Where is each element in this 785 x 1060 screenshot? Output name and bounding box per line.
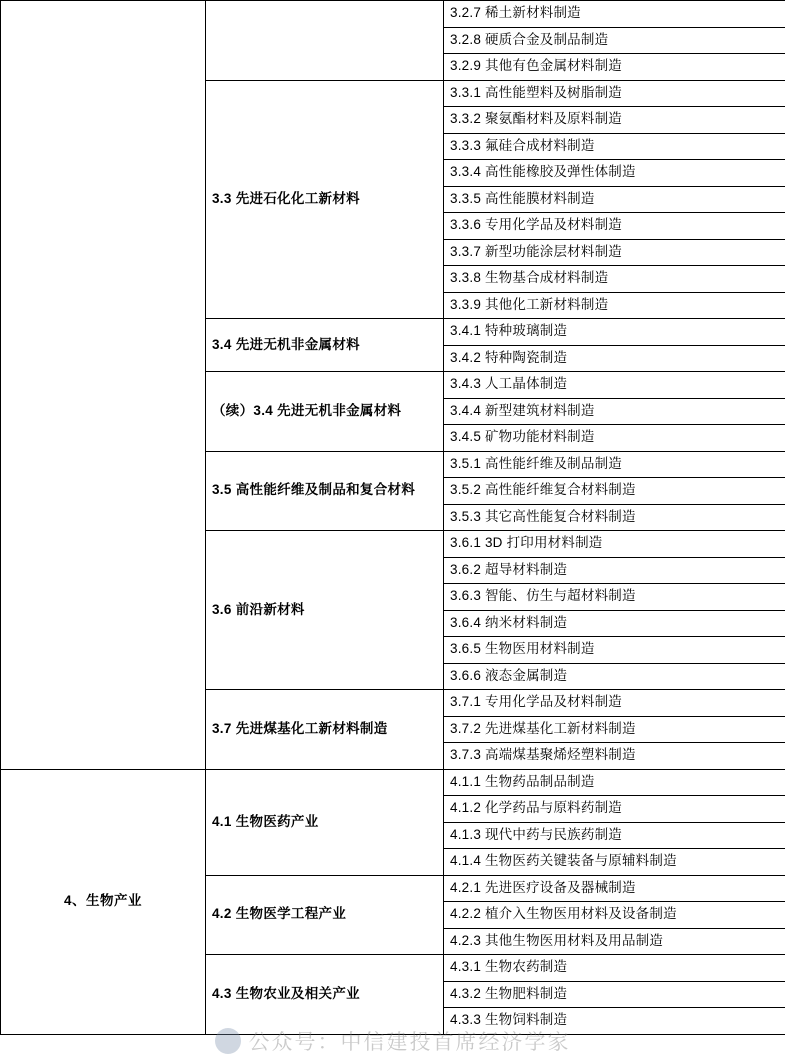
- category-minor-cell: 3.7.1 专用化学品及材料制造: [444, 690, 785, 717]
- category-minor-cell: 3.4.4 新型建筑材料制造: [444, 398, 785, 425]
- category-minor-cell: 3.7.3 高端煤基聚烯烃塑料制造: [444, 743, 785, 770]
- table-body: [1, 1, 785, 1035]
- category-middle-cell-continued: [206, 1, 444, 81]
- category-major-cell: 4、生物产业: [1, 769, 206, 1034]
- category-minor-cell: 3.6.1 3D 打印用材料制造: [444, 531, 785, 558]
- category-middle-cell: 3.6 前沿新材料: [206, 531, 444, 690]
- category-middle-cell: （续）3.4 先进无机非金属材料: [206, 372, 444, 452]
- category-middle-cell: 3.4 先进无机非金属材料: [206, 319, 444, 372]
- category-minor-cell: 3.6.5 生物医用材料制造: [444, 637, 785, 664]
- category-minor-cell: 3.6.6 液态金属制造: [444, 663, 785, 690]
- category-minor-cell: 3.3.6 专用化学品及材料制造: [444, 213, 785, 240]
- table-row: [1, 1, 785, 28]
- category-minor-cell: 4.2.2 植介入生物医用材料及设备制造: [444, 902, 785, 929]
- category-minor-cell: 3.3.5 高性能膜材料制造: [444, 186, 785, 213]
- category-minor-cell: 3.6.2 超导材料制造: [444, 557, 785, 584]
- category-middle-cell: 3.7 先进煤基化工新材料制造: [206, 690, 444, 770]
- category-middle-cell: 3.3 先进石化化工新材料: [206, 80, 444, 319]
- category-minor-cell: 3.4.1 特种玻璃制造: [444, 319, 785, 346]
- category-minor-cell: 3.3.2 聚氨酯材料及原料制造: [444, 107, 785, 134]
- category-middle-cell: 4.2 生物医学工程产业: [206, 875, 444, 955]
- category-minor-cell: 4.1.3 现代中药与民族药制造: [444, 822, 785, 849]
- category-minor-cell: 3.2.7 稀土新材料制造: [444, 1, 785, 28]
- category-minor-cell: 3.3.3 氟硅合成材料制造: [444, 133, 785, 160]
- category-minor-cell: 3.2.9 其他有色金属材料制造: [444, 54, 785, 81]
- category-minor-cell: 3.7.2 先进煤基化工新材料制造: [444, 716, 785, 743]
- category-minor-cell: 4.3.1 生物农药制造: [444, 955, 785, 982]
- category-minor-cell: 3.3.8 生物基合成材料制造: [444, 266, 785, 293]
- category-minor-cell: 3.5.2 高性能纤维复合材料制造: [444, 478, 785, 505]
- category-middle-cell: 4.3 生物农业及相关产业: [206, 955, 444, 1035]
- category-minor-cell: 3.3.9 其他化工新材料制造: [444, 292, 785, 319]
- category-middle-cell: 4.1 生物医药产业: [206, 769, 444, 875]
- category-minor-cell: 3.4.3 人工晶体制造: [444, 372, 785, 399]
- category-minor-cell: 3.5.1 高性能纤维及制品制造: [444, 451, 785, 478]
- watermark-text: 公众号：中信建投首席经济学家: [248, 1031, 571, 1054]
- category-minor-cell: 3.4.5 矿物功能材料制造: [444, 425, 785, 452]
- table-row: [1, 769, 785, 796]
- category-minor-cell: 3.3.1 高性能塑料及树脂制造: [444, 80, 785, 107]
- category-minor-cell: 3.6.3 智能、仿生与超材料制造: [444, 584, 785, 611]
- category-minor-cell: 4.1.2 化学药品与原料药制造: [444, 796, 785, 823]
- category-minor-cell: 3.6.4 纳米材料制造: [444, 610, 785, 637]
- category-minor-cell: 4.1.1 生物药品制品制造: [444, 769, 785, 796]
- category-major-cell-continued: [1, 1, 206, 770]
- category-middle-cell: 3.5 高性能纤维及制品和复合材料: [206, 451, 444, 531]
- category-minor-cell: 3.3.4 高性能橡胶及弹性体制造: [444, 160, 785, 187]
- category-minor-cell: 4.3.3 生物饲料制造: [444, 1008, 785, 1035]
- category-minor-cell: 3.2.8 硬质合金及制品制造: [444, 27, 785, 54]
- category-minor-cell: 3.4.2 特种陶瓷制造: [444, 345, 785, 372]
- category-minor-cell: 4.3.2 生物肥料制造: [444, 981, 785, 1008]
- category-minor-cell: 4.1.4 生物医药关键装备与原辅料制造: [444, 849, 785, 876]
- category-minor-cell: 4.2.3 其他生物医用材料及用品制造: [444, 928, 785, 955]
- category-minor-cell: 4.2.1 先进医疗设备及器械制造: [444, 875, 785, 902]
- category-minor-cell: 3.5.3 其它高性能复合材料制造: [444, 504, 785, 531]
- category-minor-cell: 3.3.7 新型功能涂层材料制造: [444, 239, 785, 266]
